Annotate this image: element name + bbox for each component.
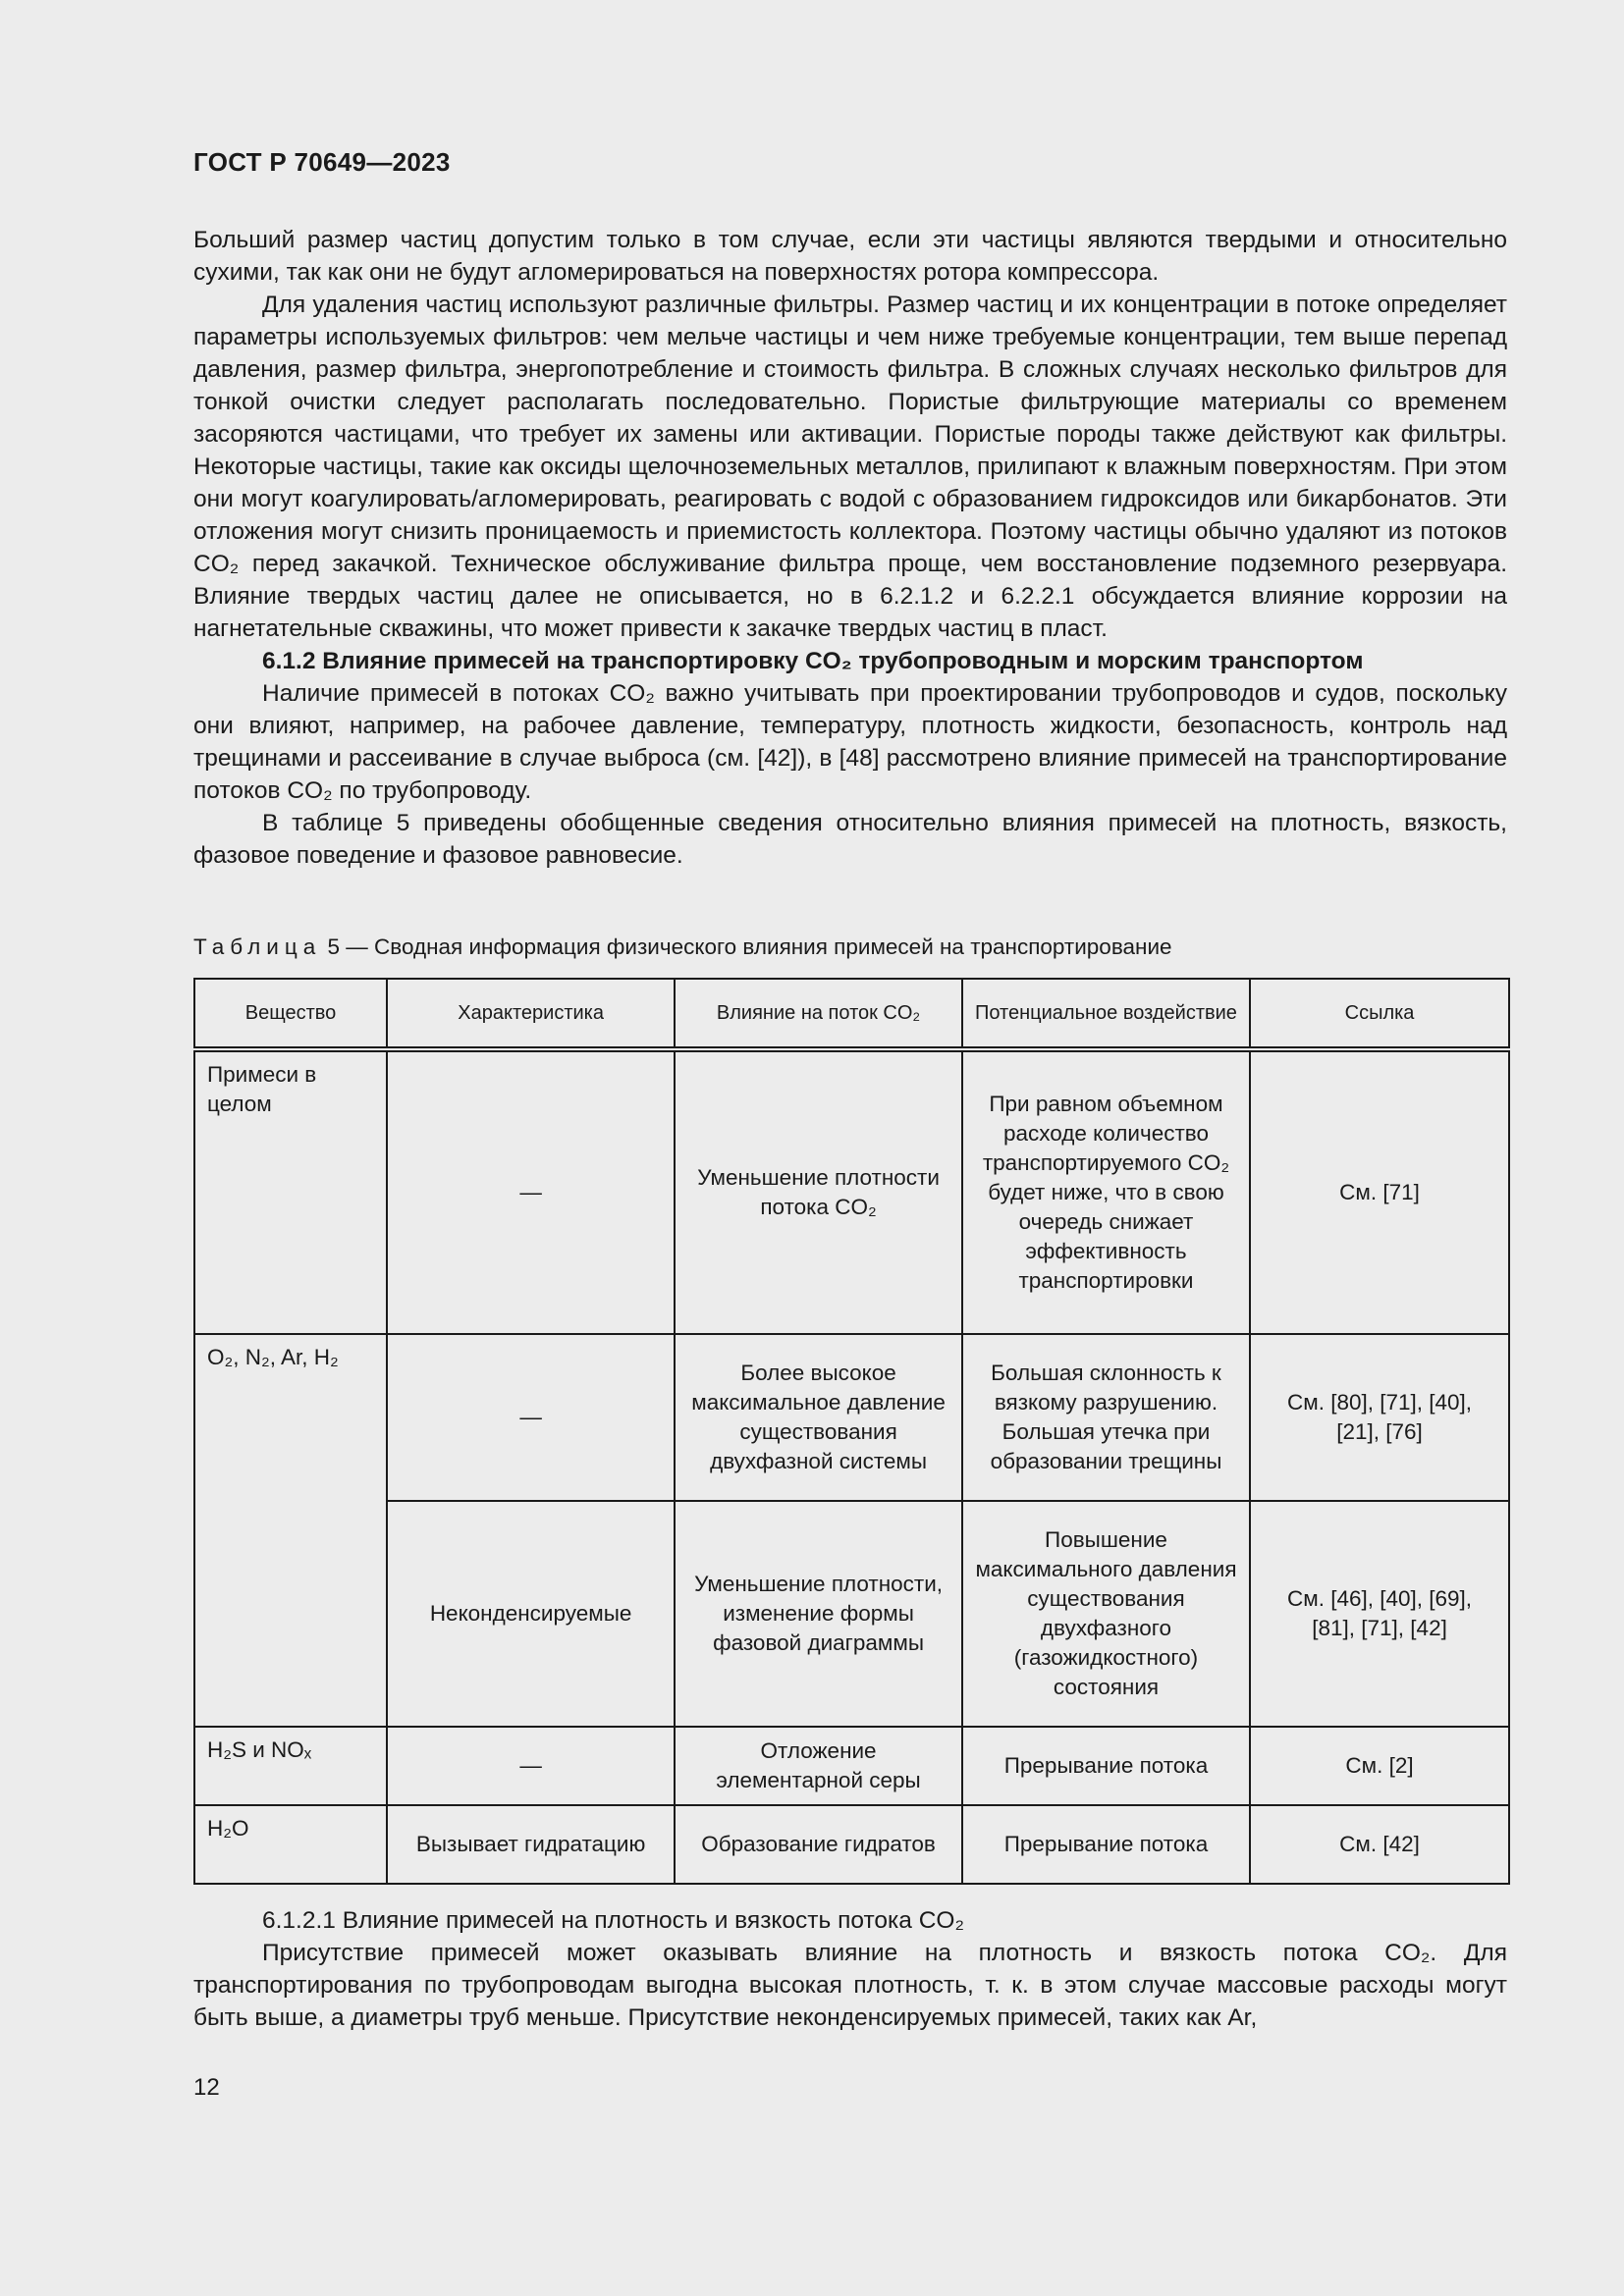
table-caption-text: 5 — Сводная информация физического влияния примесей на транспортирование [327, 934, 1172, 959]
paragraph: Наличие примесей в потоках CO₂ важно учитывать при проектировании трубопроводов и судов, поскольку они влияют, например, на рабочее давление, температуру, плотность жидкости, безопасность, контроль над трещинами и рассеивание в случае выброса (см. [42]), в [48] рассмотрено влияние примесей на транспортирование потоков CO₂ по трубопроводу. [193, 680, 1507, 804]
cell-reference: См. [80], [71], [40], [21], [76] [1250, 1334, 1509, 1501]
impurities-table [193, 978, 1510, 1885]
table-row [194, 1805, 1509, 1884]
body-text-bottom [193, 1904, 1507, 2034]
table-row [194, 1049, 1509, 1334]
paragraph: Больший размер частиц допустим только в том случае, если эти частицы являются твердыми и относительно сухими, так как они не будут агломерироваться на поверхностях ротора компрессора. [193, 227, 1507, 286]
subsection-heading: 6.1.2.1 Влияние примесей на плотность и вязкость потока CO₂ [262, 1907, 964, 1934]
header-effect: Влияние на поток CO₂ [675, 979, 962, 1049]
paragraph: Для удаления частиц используют различные фильтры. Размер частиц и их концентрации в потоке определяет параметры используемых фильтров: чем мельче частицы и чем ниже требуемые концентрации, тем выше перепад давления, размер фильтра, энергопотребление и стоимость фильтра. В сложных случаях несколько фильтров для тонкой очистки следует располагать последовательно. Пористые фильтрующие материалы со временем засоряются частицами, что требует их замены или активации. Пористые породы также действуют как фильтры. Некоторые частицы, такие как оксиды щелочноземельных металлов, прилипают к влажным поверхностям. При этом они могут коагулировать/агломерировать, реагировать с водой с образованием гидроксидов или бикарбонатов. Эти отложения могут снизить проницаемость и приемистость коллектора. Поэтому частицы обычно удаляют из потоков CO₂ перед закачкой. Техническое обслуживание фильтра проще, чем восстановление подземного резервуара. Влияние твердых частиц далее не описывается, но в 6.2.1.2 и 6.2.2.1 обсуждается влияние коррозии на нагнетательные скважины, что может привести к закачке твердых частиц в пласт. [193, 292, 1507, 642]
header-reference: Ссылка [1250, 979, 1509, 1049]
cell-effect: Уменьшение плотности, изменение формы фазовой диаграммы [675, 1501, 962, 1727]
cell-substance: O₂, N₂, Ar, H₂ [194, 1334, 387, 1727]
section-heading: 6.1.2 Влияние примесей на транспортировку CO₂ трубопроводным и морским транспортом [262, 648, 1364, 674]
cell-effect: Образование гидратов [675, 1805, 962, 1884]
cell-characteristic: — [387, 1727, 675, 1805]
cell-reference: См. [46], [40], [69], [81], [71], [42] [1250, 1501, 1509, 1727]
cell-impact: Повышение максимального давления существования двухфазного (газожидкостного) состояния [962, 1501, 1250, 1727]
cell-impact: Прерывание потока [962, 1727, 1250, 1805]
table-caption-label: Таблица [193, 934, 322, 959]
cell-characteristic: Неконденсируемые [387, 1501, 675, 1727]
cell-reference: См. [42] [1250, 1805, 1509, 1884]
cell-characteristic: — [387, 1049, 675, 1334]
table-header-row [194, 979, 1509, 1049]
table-caption [193, 934, 1172, 960]
cell-characteristic: — [387, 1334, 675, 1501]
cell-reference: См. [71] [1250, 1049, 1509, 1334]
body-text-top [193, 224, 1507, 872]
cell-substance: H₂O [194, 1805, 387, 1884]
header-impact: Потенциальное воздействие [962, 979, 1250, 1049]
cell-effect: Более высокое максимальное давление существования двухфазной системы [675, 1334, 962, 1501]
cell-effect: Отложение элементарной серы [675, 1727, 962, 1805]
cell-impact: Прерывание потока [962, 1805, 1250, 1884]
cell-impact: Большая склонность к вязкому разрушению. Большая утечка при образовании трещины [962, 1334, 1250, 1501]
cell-substance: Примеси в целом [194, 1049, 387, 1334]
header-characteristic: Характеристика [387, 979, 675, 1049]
page-number: 12 [193, 2074, 220, 2101]
header-substance: Вещество [194, 979, 387, 1049]
paragraph: В таблице 5 приведены обобщенные сведения относительно влияния примесей на плотность, вязкость, фазовое поведение и фазовое равновесие. [193, 810, 1507, 869]
cell-reference: См. [2] [1250, 1727, 1509, 1805]
cell-characteristic: Вызывает гидратацию [387, 1805, 675, 1884]
cell-effect: Уменьшение плотности потока CO₂ [675, 1049, 962, 1334]
cell-impact: При равном объемном расходе количество транспортируемого CO₂ будет ниже, что в свою очередь снижает эффективность транспортировки [962, 1049, 1250, 1334]
cell-substance: H₂S и NOₓ [194, 1727, 387, 1805]
table-row [194, 1334, 1509, 1501]
table-row [194, 1501, 1509, 1727]
table-row [194, 1727, 1509, 1805]
paragraph: Присутствие примесей может оказывать влияние на плотность и вязкость потока CO₂. Для транспортирования по трубопроводам выгодна высокая плотность, т. к. в этом случае массовые расходы могут быть выше, а диаметры труб меньше. Присутствие неконденсируемых примесей, таких как Ar, [193, 1940, 1507, 2031]
document-header: ГОСТ Р 70649—2023 [193, 147, 451, 177]
